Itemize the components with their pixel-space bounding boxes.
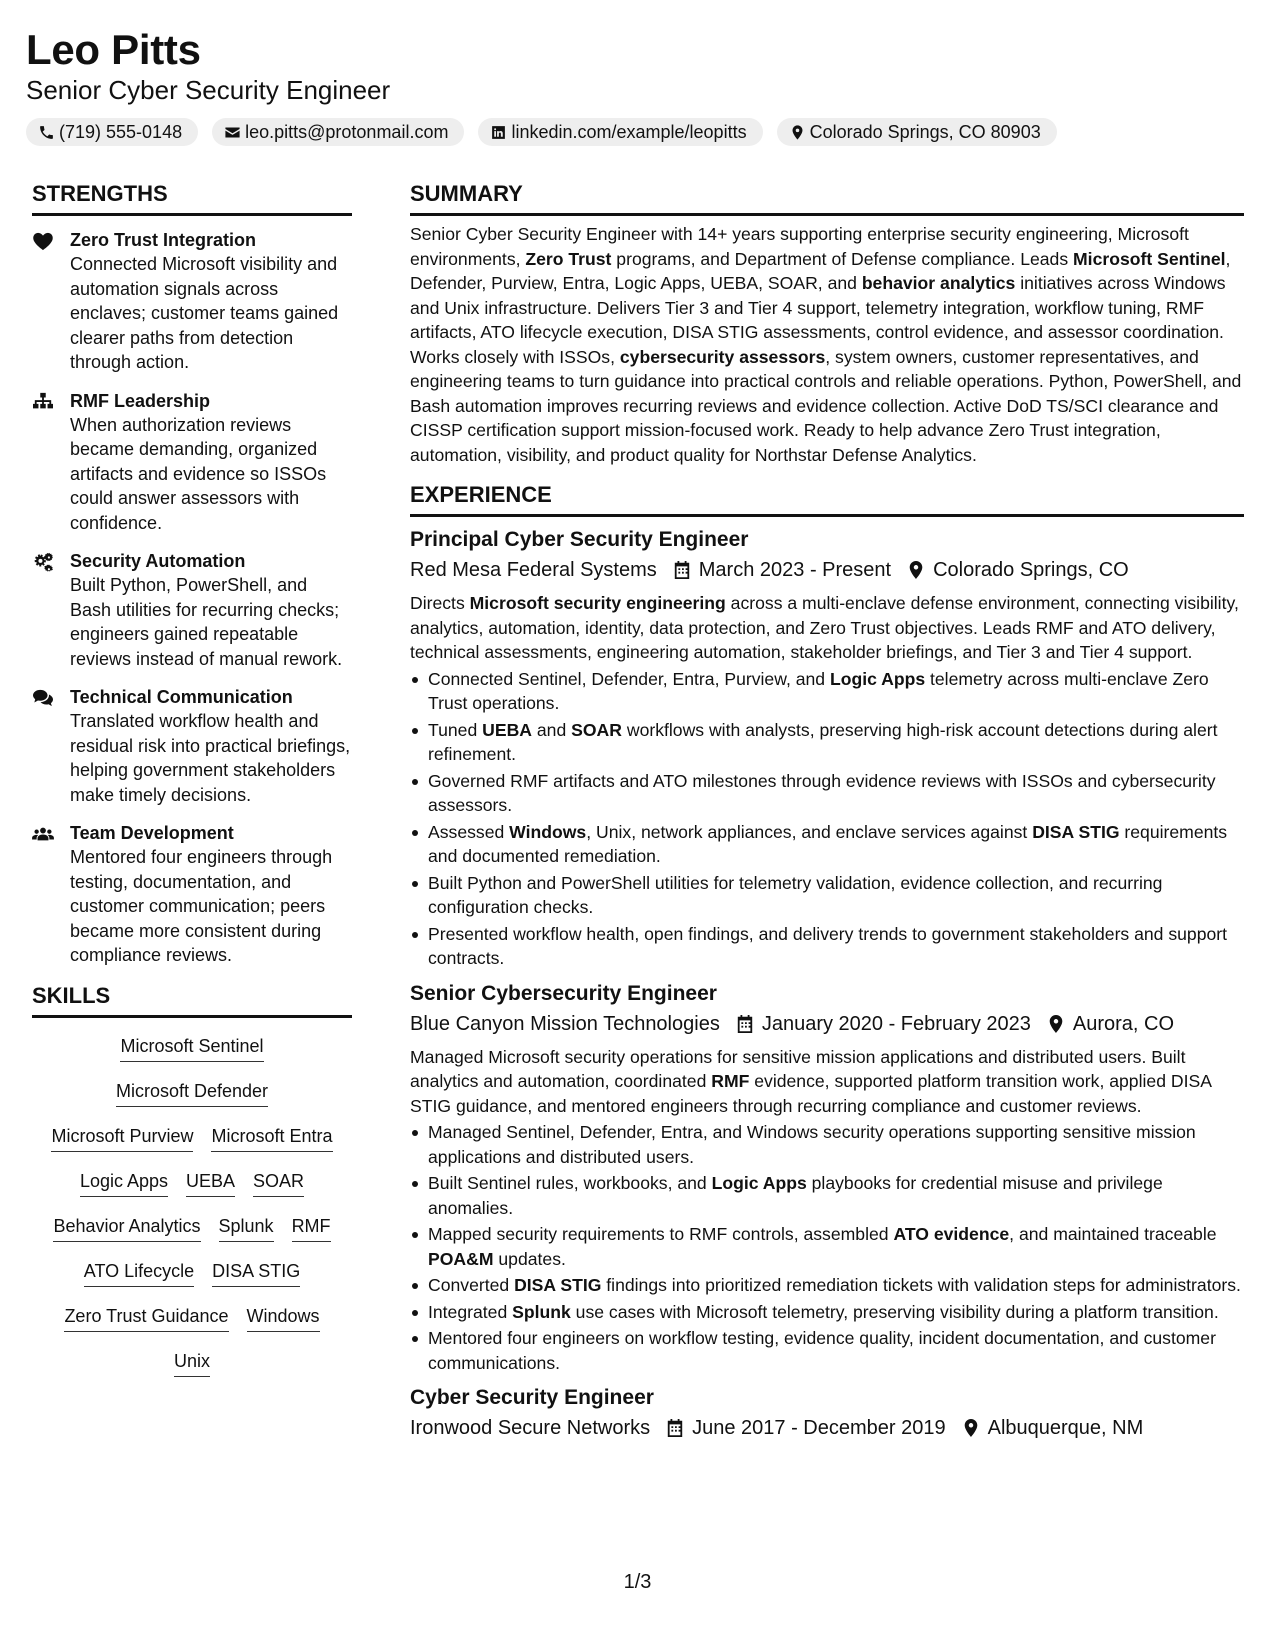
strengths-heading: STRENGTHS [32, 180, 352, 216]
job-title: Senior Cybersecurity Engineer [410, 981, 717, 1005]
resume-header [26, 24, 1256, 146]
skill-tag: UEBA [186, 1169, 235, 1197]
bold-run: Splunk [512, 1301, 571, 1322]
skill-tag: RMF [292, 1214, 331, 1242]
candidate-name: Leo Pitts [26, 26, 201, 73]
map-pin-icon [789, 124, 806, 141]
job-description: Managed Microsoft security operations for sensitive mission applications and distributed users. Built analytics and automation, coordinated RMF evidence, supported platform transition work, applied DISA STIG guidance, and mentored engineers through recurring compliance and customer reviews. [410, 1046, 1211, 1116]
bold-run: DISA STIG [1032, 821, 1120, 842]
job-title: Cyber Security Engineer [410, 1386, 654, 1409]
job-entry [410, 1383, 1244, 1443]
candidate-title: Senior Cyber Security Engineer [26, 75, 391, 105]
gears-icon [32, 552, 54, 572]
linkedin-icon [490, 124, 507, 141]
bold-run: Microsoft security engineering [469, 593, 726, 613]
strength-title: Team Development [70, 823, 234, 843]
job-bullet: Integrated Splunk use cases with Microsoft telemetry, preserving visibility during a platform transition. [410, 1300, 1244, 1325]
strength-title: Zero Trust Integration [70, 230, 257, 250]
job-meta [410, 555, 1244, 585]
bold-run: DISA STIG [514, 1275, 602, 1295]
bold-run: Logic Apps [829, 668, 926, 689]
envelope-icon [224, 124, 241, 141]
phone-icon [38, 124, 55, 141]
skill-tag: Windows [247, 1304, 320, 1332]
calendar-icon [736, 1014, 754, 1034]
bold-run: ATO evidence [893, 1224, 1010, 1244]
job-bullet: Mapped security requirements to RMF controls, assembled ATO evidence, and maintained traceable POA&M updates. [410, 1222, 1244, 1271]
skills-heading: SKILLS [32, 982, 352, 1018]
summary-heading: SUMMARY [410, 180, 1244, 216]
strength-title: Security Automation [70, 551, 246, 571]
bold-run: SOAR [571, 719, 622, 740]
job-location: Albuquerque, NM [987, 1417, 1144, 1439]
skill-tag: SOAR [253, 1169, 304, 1197]
right-column [410, 180, 1244, 1443]
summary-text: Senior Cyber Security Engineer with 14+ years supporting enterprise security engineering, Microsoft environments, Zero Trust programs, and Department of Defense compliance. Leads Microsoft Sentinel, Defender, Purview, Entra, Logic Apps, UEBA, SOAR, and behavior analytics initiatives across Windows and Unix infrastructure. Delivers Tier 3 and Tier 4 support, telemetry integration, workflow tuning, RMF artifacts, ATO lifecycle execution, DISA STIG assessments, control evidence, and assessor coordination. Works closely with ISSOs, cybersecurity assessors, system owners, customer representatives, and engineering teams to turn guidance into practical controls and reliable operations. Python, PowerShell, and Bash automation improves recurring reviews and evidence collection. Active DoD TS/SCI clearance and CISSP certification support mission-focused work. Ready to help advance Zero Trust integration, automation, visibility, and product quality for Northstar Defense Analytics. [410, 224, 1242, 465]
strength-item [32, 228, 352, 375]
bold-run: behavior analytics [861, 273, 1016, 293]
job-description: Directs Microsoft security engineering across a multi-enclave defense environment, connecting visibility, analytics, automation, identity, data protection, and Zero Trust objectives. Leads RMF and ATO delivery, technical assessments, engineering automation, stakeholder briefings, and Tier 3 and Tier 4 support. [410, 593, 1239, 662]
skill-tag: ATO Lifecycle [84, 1259, 194, 1287]
strength-item [32, 549, 352, 671]
skills-list [32, 1034, 352, 1394]
skill-row [174, 1349, 210, 1394]
strength-desc: Mentored four engineers through testing, documentation, and customer communication; peers became more consistent during compliance reviews. [70, 847, 333, 965]
sitemap-icon [32, 392, 54, 412]
strength-desc: When authorization reviews became demanding, organized artifacts and evidence so ISSOs could answer assessors with confidence. [70, 414, 327, 533]
bold-run: cybersecurity assessors [619, 346, 826, 367]
calendar-icon [673, 560, 691, 580]
skill-tag: Behavior Analytics [53, 1214, 200, 1242]
left-column [32, 180, 352, 1394]
skill-row [80, 1169, 304, 1214]
bold-run: UEBA [482, 719, 532, 740]
job-bullet: Governed RMF artifacts and ATO milestones through evidence reviews with ISSOs and cybersecurity assessors. [410, 769, 1244, 818]
job-bullet: Built Sentinel rules, workbooks, and Logic Apps playbooks for credential misuse and privilege anomalies. [410, 1171, 1244, 1220]
map-pin-icon [907, 560, 925, 580]
comments-icon [32, 688, 54, 708]
job-bullet: Converted DISA STIG findings into prioritized remediation tickets with validation steps for administrators. [410, 1273, 1244, 1298]
skill-tag: Microsoft Entra [211, 1124, 332, 1152]
map-pin-icon [1047, 1014, 1065, 1034]
job-meta [410, 1413, 1244, 1443]
company-name: Ironwood Secure Networks [410, 1417, 651, 1439]
strength-desc: Translated workflow health and residual risk into practical briefings, helping government stakeholders make timely decisions. [70, 711, 351, 805]
bold-run: Logic Apps [711, 1173, 807, 1193]
job-bullets [410, 667, 1244, 971]
company-name: Blue Canyon Mission Technologies [410, 1012, 720, 1035]
phone-text: (719) 555-0148 [59, 121, 183, 142]
users-icon [32, 824, 54, 844]
experience-list [410, 525, 1244, 1443]
location-chip [777, 118, 1057, 146]
skill-tag: DISA STIG [212, 1259, 300, 1287]
strengths-list [32, 228, 352, 968]
job-bullet: Built Python and PowerShell utilities for telemetry validation, evidence collection, and recurring configuration checks. [410, 871, 1244, 920]
bold-run: RMF [711, 1071, 750, 1091]
strength-desc: Connected Microsoft visibility and automation signals across enclaves; customer teams gained clearer paths from detection through action. [70, 254, 339, 372]
strength-item [32, 685, 352, 807]
job-bullet: Managed Sentinel, Defender, Entra, and Windows security operations supporting sensitive mission applications and distributed users. [410, 1120, 1244, 1169]
job-entry [410, 525, 1244, 971]
job-bullet: Connected Sentinel, Defender, Entra, Purview, and Logic Apps telemetry across multi-enclave Zero Trust operations. [410, 667, 1244, 716]
job-meta [410, 1009, 1244, 1039]
skill-tag: Microsoft Sentinel [120, 1034, 263, 1062]
bold-run: Microsoft Sentinel [1073, 248, 1226, 269]
company-name: Red Mesa Federal Systems [410, 559, 657, 581]
skill-row [51, 1124, 332, 1169]
skill-row [53, 1214, 330, 1259]
bold-run: Zero Trust [525, 248, 612, 269]
job-bullet: Tuned UEBA and SOAR workflows with analysts, preserving high-risk account detections during alert refinement. [410, 718, 1244, 767]
job-location: Aurora, CO [1072, 1012, 1175, 1035]
skill-tag: Unix [174, 1349, 210, 1377]
email-chip[interactable] [212, 118, 464, 146]
job-bullet: Assessed Windows, Unix, network appliances, and enclave services against DISA STIG requirements and documented remediation. [410, 820, 1244, 869]
strength-title: RMF Leadership [70, 390, 211, 411]
job-bullets [410, 1120, 1244, 1375]
linkedin-text[interactable]: linkedin.com/example/leopitts [511, 121, 747, 142]
linkedin-chip[interactable] [478, 118, 762, 146]
skill-tag: Microsoft Defender [116, 1079, 268, 1107]
job-location: Colorado Springs, CO [933, 559, 1129, 581]
bold-run: Windows [509, 821, 587, 842]
skill-tag: Zero Trust Guidance [64, 1304, 228, 1332]
skill-row [116, 1079, 268, 1124]
bold-run: POA&M [428, 1248, 494, 1269]
calendar-icon [666, 1418, 684, 1438]
skill-row [120, 1034, 263, 1079]
skill-tag: Logic Apps [80, 1169, 168, 1197]
heart-icon [32, 231, 54, 251]
email-text[interactable]: leo.pitts@protonmail.com [245, 121, 449, 142]
strength-title: Technical Communication [70, 687, 293, 707]
skill-tag: Microsoft Purview [51, 1124, 193, 1152]
job-dates: January 2020 - February 2023 [761, 1012, 1031, 1035]
job-bullet: Presented workflow health, open findings, and delivery trends to government stakeholders and support contracts. [410, 922, 1244, 971]
strength-desc: Built Python, PowerShell, and Bash utilities for recurring checks; engineers gained repeatable reviews instead of manual rework. [70, 575, 343, 669]
strength-item [32, 821, 352, 968]
contact-bar [26, 118, 1256, 146]
experience-heading: EXPERIENCE [410, 481, 1244, 517]
job-dates: June 2017 - December 2019 [692, 1417, 946, 1439]
location-text: Colorado Springs, CO 80903 [809, 121, 1041, 142]
phone-chip [26, 118, 198, 146]
page-number: 1/3 [623, 1571, 652, 1593]
skill-row [84, 1259, 300, 1304]
strength-item [32, 389, 352, 536]
map-pin-icon [962, 1418, 980, 1438]
job-entry [410, 979, 1244, 1376]
job-title: Principal Cyber Security Engineer [410, 528, 749, 551]
skill-row [64, 1304, 319, 1349]
job-dates: March 2023 - Present [698, 559, 892, 581]
skill-tag: Splunk [219, 1214, 274, 1242]
job-bullet: Mentored four engineers on workflow testing, evidence quality, incident documentation, and customer communications. [410, 1326, 1244, 1375]
